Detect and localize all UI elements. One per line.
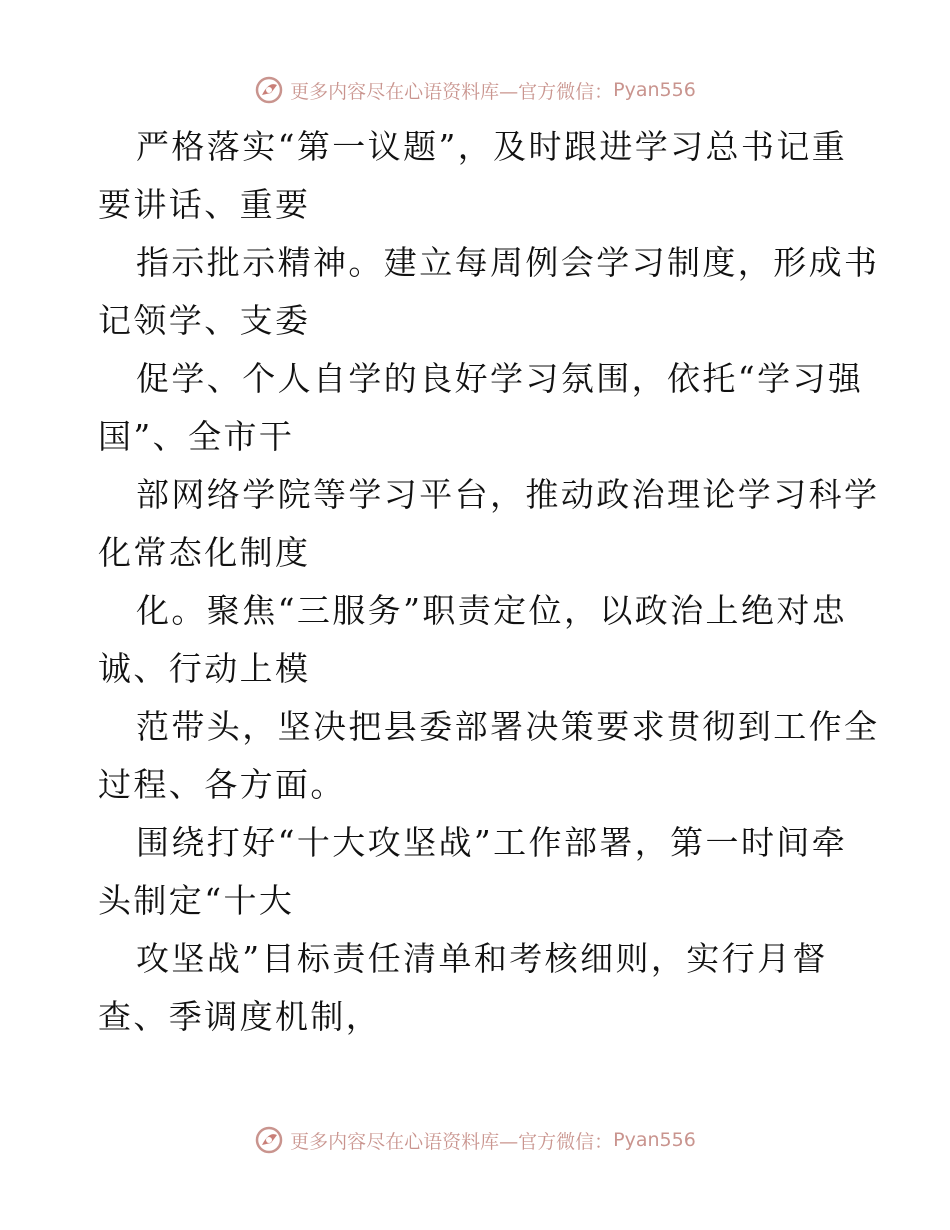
text-line: 范带头，坚决把县委部署决策要求贯彻到工作全 — [136, 707, 880, 746]
text-line: 围绕打好“十大攻坚战”工作部署，第一时间牵 — [136, 823, 848, 862]
watermark-wechat-id: Pyan556 — [613, 79, 696, 101]
text-line: 指示批示精神。建立每周例会学习制度，形成书 — [136, 243, 880, 282]
text-line: 头制定“十大 — [98, 881, 295, 920]
text-line: 记领学、支委 — [98, 301, 311, 340]
text-line: 国”、全市干 — [98, 417, 295, 456]
watermark-wechat-id: Pyan556 — [613, 1129, 696, 1151]
text-line: 查、季调度机制， — [98, 997, 382, 1036]
header-watermark — [0, 70, 950, 110]
text-line: 部网络学院等学习平台，推动政治理论学习科学 — [136, 475, 880, 514]
watermark-text: 更多内容尽在心语资料库—官方微信： — [290, 80, 614, 103]
text-line: 要讲话、重要 — [98, 185, 311, 224]
text-line: 促学、个人自学的良好学习氛围，依托“学习强 — [136, 359, 864, 398]
text-line: 化常态化制度 — [98, 533, 311, 572]
watermark-text: 更多内容尽在心语资料库—官方微信： — [290, 1130, 614, 1153]
text-line: 攻坚战”目标责任清单和考核细则，实行月督 — [136, 939, 828, 978]
text-line: 化。聚焦“三服务”职责定位，以政治上绝对忠 — [136, 591, 848, 630]
text-line: 诚、行动上模 — [98, 649, 311, 688]
watermark-logo-icon — [254, 1125, 284, 1155]
watermark-logo-icon — [254, 75, 284, 105]
text-line: 过程、各方面。 — [98, 765, 346, 804]
footer-watermark — [0, 1120, 950, 1160]
text-line: 严格落实“第一议题”，及时跟进学习总书记重 — [136, 127, 848, 166]
document-body — [98, 118, 880, 1046]
